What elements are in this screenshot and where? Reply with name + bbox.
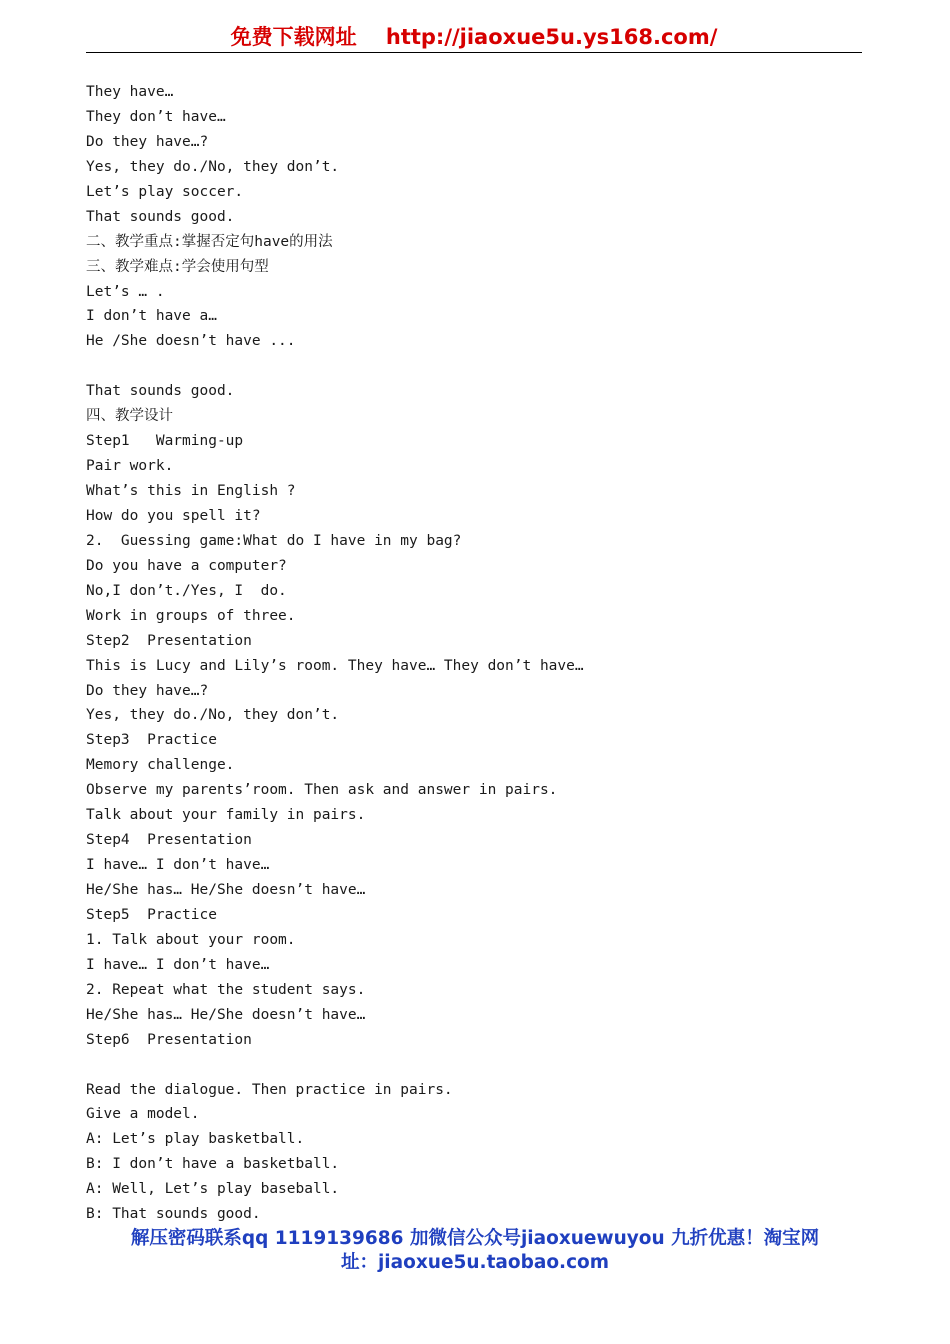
text-line: Work in groups of three. [86,607,296,624]
text-line: Do they have…? [86,682,209,699]
text-line: I don’t have a… [86,308,217,325]
text-line: He/She has… He/She doesn’t have… [86,882,366,898]
text-line: Memory challenge. [86,757,235,774]
text-line: Do you have a computer? [86,557,287,574]
text-line: 2. Guessing game:What do I have in my bag? [86,532,462,549]
step-heading: Step6 Presentation [86,1031,252,1048]
step-heading: Step2 Presentation [86,632,252,649]
blank-line [86,1053,866,1078]
step-heading: Step5 Practice [86,906,217,923]
step-heading: Step4 Presentation [86,832,252,849]
text-line: Give a model. [86,1106,200,1123]
text-line: Pair work. [86,458,174,475]
section-heading-design: 四、教学设计 [86,408,173,425]
text-line: Observe my parents’room. Then ask and answer in pairs. [86,782,558,799]
blank-line [86,354,866,379]
text-line: That sounds good. [86,383,235,400]
text-line: Let’s … . [86,283,165,300]
footer-shop-url: 址：jiaoxue5u.taobao.com [340,1252,610,1273]
footer-contact-line: 解压密码联系qq 1119139686 加微信公众号jiaoxuewuyou 九折优惠！淘宝网 [130,1228,820,1249]
page-header [86,22,862,53]
text-line: 1. Talk about your room. [86,931,296,948]
text-line: 2. Repeat what the student says. [86,981,366,998]
step-heading: Step3 Practice [86,732,217,749]
text-line: They have… [86,84,174,100]
text-line: He /She doesn’t have ... [86,333,296,350]
text-line: Do they have…? [86,133,209,150]
text-line: Talk about your family in pairs. [86,807,366,824]
text-line: He/She has… He/She doesn’t have… [86,1006,366,1023]
text-line: They don’t have… [86,108,226,125]
text-line: Read the dialogue. Then practice in pairs. [86,1081,453,1098]
text-line: Yes, they do./No, they don’t. [86,707,340,724]
text-line: This is Lucy and Lily’s room. They have… They don’t have… [86,657,584,674]
dialogue-line: A: Well, Let’s play baseball. [86,1181,340,1198]
step-heading: Step1 Warming-up [86,433,244,450]
text-line: I have… I don’t have… [86,857,270,874]
section-heading-key-points: 二、教学重点:掌握否定句have的用法 [86,233,333,250]
section-heading-difficulties: 三、教学难点:学会使用句型 [86,258,269,275]
dialogue-line: B: That sounds good. [86,1206,261,1223]
dialogue-line: B: I don’t have a basketball. [86,1156,340,1173]
dialogue-line: A: Let’s play basketball. [86,1131,305,1148]
text-line: What’s this in English ? [86,483,296,499]
text-line: Yes, they do./No, they don’t. [86,158,340,175]
text-line: I have… I don’t have… [86,956,270,973]
text-line: That sounds good. [86,208,235,225]
document-body [86,80,866,1227]
text-line: Let’s play soccer. [86,183,244,200]
text-line: How do you spell it? [86,507,261,524]
page-footer [60,1227,890,1275]
text-line: No,I don’t./Yes, I do. [86,582,287,599]
header-download-url: 免费下载网址 http://jiaoxue5u.ys168.com/ [230,25,718,49]
